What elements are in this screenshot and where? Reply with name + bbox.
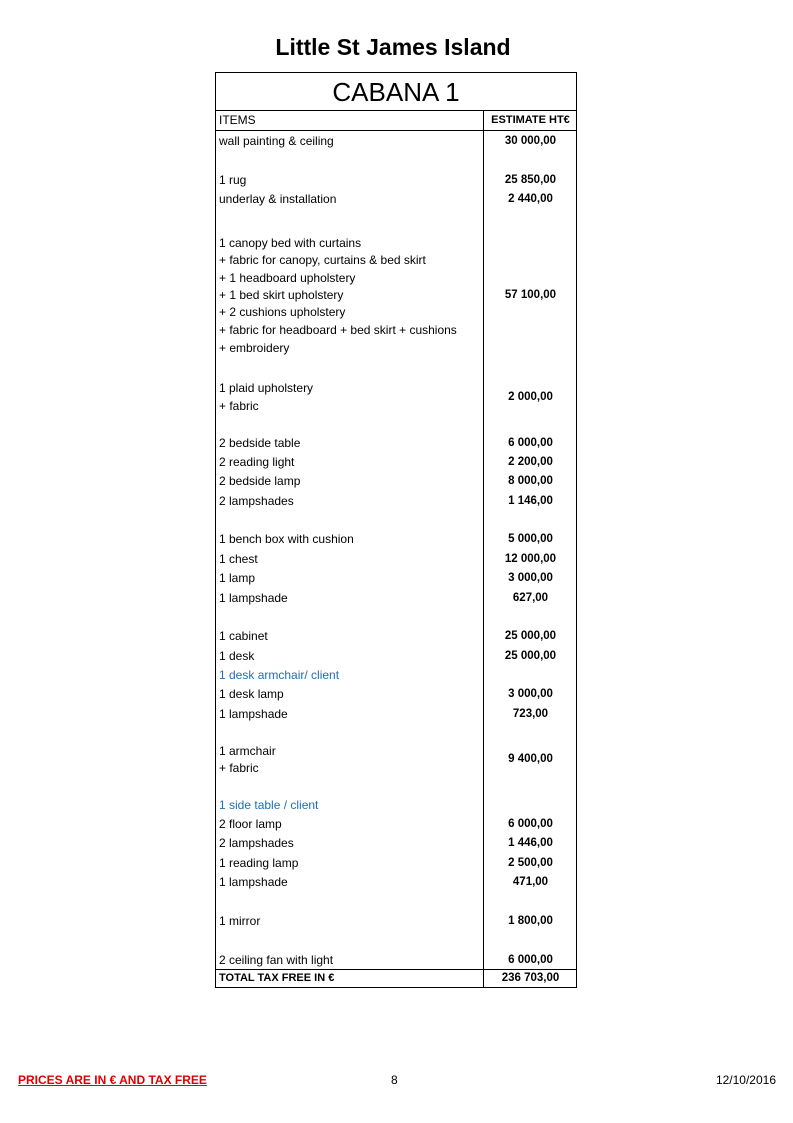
table-row-label: 1 desk lamp bbox=[219, 687, 284, 701]
table-row-value: 3 000,00 bbox=[508, 688, 553, 700]
table-row-value: 25 000,00 bbox=[504, 650, 557, 662]
table-row-label: underlay & installation bbox=[219, 192, 337, 206]
total-label: TOTAL TAX FREE IN € bbox=[219, 972, 335, 984]
table-row-value: 627,00 bbox=[512, 592, 549, 604]
table-row-value: 1 146,00 bbox=[508, 495, 553, 507]
table-row-label: 1 lampshade bbox=[219, 591, 288, 605]
table-row-label: 2 lampshades bbox=[219, 836, 294, 850]
table-row-label: + fabric bbox=[219, 399, 259, 413]
sheet-title: CABANA 1 bbox=[216, 73, 576, 111]
document-title: Little St James Island bbox=[275, 34, 511, 60]
table-row-label: 1 desk bbox=[219, 649, 255, 663]
table-row-label: 1 armchair bbox=[219, 744, 276, 758]
table-row-value: 6 000,00 bbox=[508, 818, 553, 830]
table-row-label: + 2 cushions upholstery bbox=[219, 305, 346, 319]
table-row-label: 1 plaid upholstery bbox=[219, 381, 314, 395]
table-row-value: 1 446,00 bbox=[508, 837, 553, 849]
table-row-label: + fabric for canopy, curtains & bed skirt bbox=[219, 253, 426, 267]
table-row-label: 1 mirror bbox=[219, 914, 261, 928]
table-row-label: wall painting & ceiling bbox=[219, 134, 334, 148]
table-row-value: 2 000,00 bbox=[508, 391, 553, 403]
column-header-items: ITEMS bbox=[219, 113, 256, 127]
table-row-value: 2 200,00 bbox=[508, 456, 553, 468]
table-row-label: 1 lamp bbox=[219, 571, 256, 585]
table-row-value: 2 500,00 bbox=[508, 857, 553, 869]
table-row-label: 2 reading light bbox=[219, 455, 295, 469]
table-row-label: 1 side table / client bbox=[219, 798, 319, 812]
table-row-label: + fabric bbox=[219, 761, 259, 775]
table-row-label: 1 reading lamp bbox=[219, 856, 299, 870]
table-row-value: 5 000,00 bbox=[508, 533, 553, 545]
table-row-label: 1 bench box with cushion bbox=[219, 532, 354, 546]
table-row-value: 6 000,00 bbox=[508, 954, 553, 966]
table-row-label: 1 cabinet bbox=[219, 629, 268, 643]
table-row-label: + 1 bed skirt upholstery bbox=[219, 288, 344, 302]
table-row-value: 8 000,00 bbox=[508, 475, 553, 487]
table-row-label: 1 desk armchair/ client bbox=[219, 668, 340, 682]
table-row-value: 6 000,00 bbox=[508, 437, 553, 449]
total-value: 236 703,00 bbox=[501, 972, 560, 984]
column-header-estimate: ESTIMATE HT€ bbox=[491, 114, 570, 126]
table-row-label: 2 floor lamp bbox=[219, 817, 282, 831]
table-row-label: 1 rug bbox=[219, 173, 247, 187]
table-row-label: 1 lampshade bbox=[219, 875, 288, 889]
table-row-label: 2 bedside table bbox=[219, 436, 301, 450]
table-row-value: 12 000,00 bbox=[504, 553, 557, 565]
table-row-value: 25 850,00 bbox=[504, 174, 557, 186]
table-row-value: 9 400,00 bbox=[508, 753, 553, 765]
table-row-value: 723,00 bbox=[512, 708, 549, 720]
table-row-value: 57 100,00 bbox=[504, 289, 557, 301]
table-row-label: + 1 headboard upholstery bbox=[219, 271, 356, 285]
table-row-value: 30 000,00 bbox=[504, 135, 557, 147]
table-row-label: + embroidery bbox=[219, 341, 290, 355]
estimate-table bbox=[215, 72, 577, 988]
table-row-label: + fabric for headboard + bed skirt + cushions bbox=[219, 323, 457, 337]
table-row-value: 2 440,00 bbox=[508, 193, 553, 205]
table-row-label: 2 bedside lamp bbox=[219, 474, 301, 488]
page-number: 8 bbox=[391, 1073, 398, 1087]
header-divider bbox=[216, 130, 576, 131]
table-row-value: 1 800,00 bbox=[508, 915, 553, 927]
table-row-label: 1 chest bbox=[219, 552, 258, 566]
table-row-label: 2 ceiling fan with light bbox=[219, 953, 334, 967]
table-row-label: 1 lampshade bbox=[219, 707, 288, 721]
table-row-label: 2 lampshades bbox=[219, 494, 294, 508]
footer-price-note: PRICES ARE IN € AND TAX FREE bbox=[18, 1073, 207, 1087]
table-row-value: 25 000,00 bbox=[504, 630, 557, 642]
table-row-label: 1 canopy bed with curtains bbox=[219, 236, 362, 250]
table-row-value: 3 000,00 bbox=[508, 572, 553, 584]
footer-date: 12/10/2016 bbox=[715, 1073, 776, 1087]
table-row-value: 471,00 bbox=[512, 876, 549, 888]
